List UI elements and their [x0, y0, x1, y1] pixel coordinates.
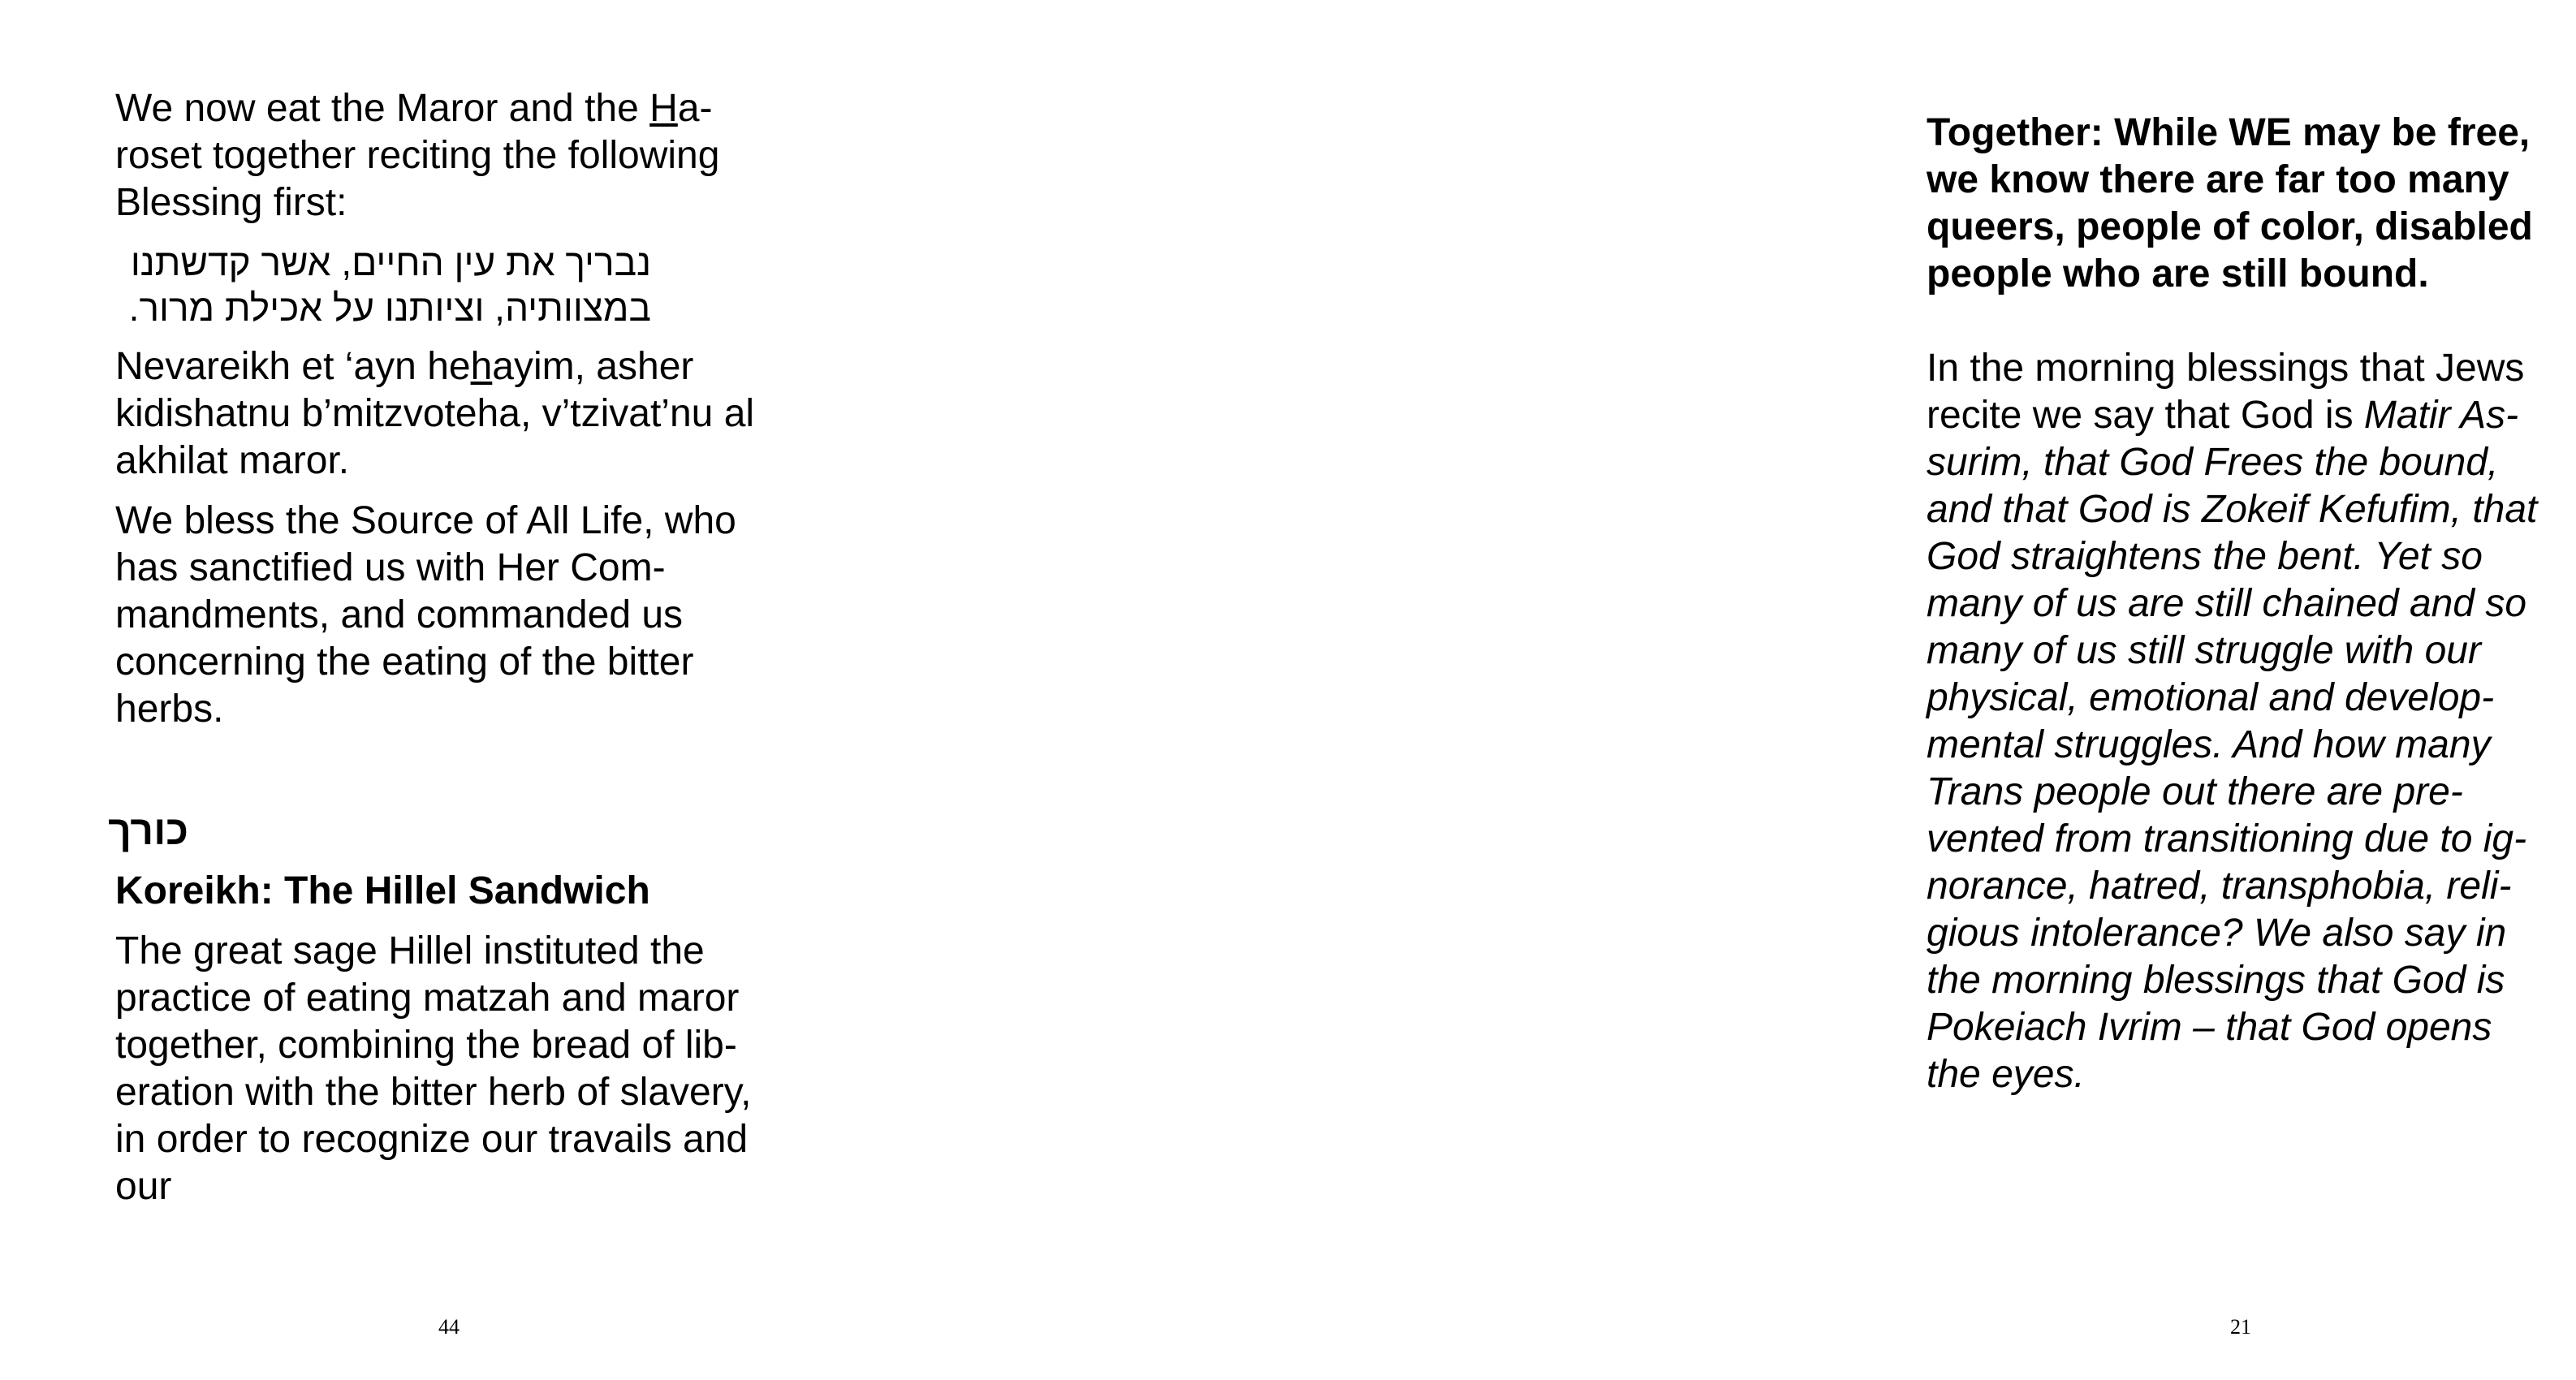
section-title: Koreikh: The Hillel Sandwich — [115, 869, 650, 912]
transliteration-paragraph: Nevareikh et ‘ayn hehayim, asher kidishatnu b’mitzvoteha, v’tzivat’nu al akhilat maror. — [115, 345, 755, 482]
section-hebrew-title: כורך — [108, 808, 188, 853]
hebrew-blessing: נבריך את עין החיים, אשר קדשתנו במצוותיה, וציותנו על אכילת מרור. — [128, 241, 651, 329]
page-number: 21 — [2230, 1315, 2251, 1339]
right-page-column — [1927, 110, 2576, 1098]
together-paragraph: Together: While WE may be free, we know there are far too many queers, people of color, disabled people who are still bound. — [1927, 111, 2533, 295]
morning-blessings-paragraph: In the morning blessings that Jews recite we say that God is Matir As- surim, that God Frees the bound, and that God is Zokeif Kefufim, that God straightens the bent. Yet so many of us are still chained and so many of us still struggle with our physical, emotional and develop- mental struggles. And how many Trans people out there are pre- vented from transitioning due to ig- norance, hatred, transphobia, reli- gious intolerance? We also say in the morning blessings that God is Pokeiach Ivrim – that God opens the eyes. — [1927, 347, 2538, 1096]
left-page — [0, 0, 893, 1380]
left-page-column — [108, 85, 805, 1210]
hillel-paragraph: The great sage Hillel instituted the practice of eating matzah and maror together, combining the bread of lib- eration with the bitter herb of slavery, in order to recognize our travails and our — [115, 929, 752, 1208]
page-number: 44 — [438, 1315, 460, 1339]
translation-paragraph: We bless the Source of All Life, who has sanctified us with Her Com- mandments, and commanded us concerning the eating of the bitter herbs. — [115, 499, 736, 731]
maror-instruction-paragraph: We now eat the Maror and the Ha- roset together reciting the following Blessing first: — [115, 87, 720, 224]
right-page — [893, 0, 2538, 1380]
